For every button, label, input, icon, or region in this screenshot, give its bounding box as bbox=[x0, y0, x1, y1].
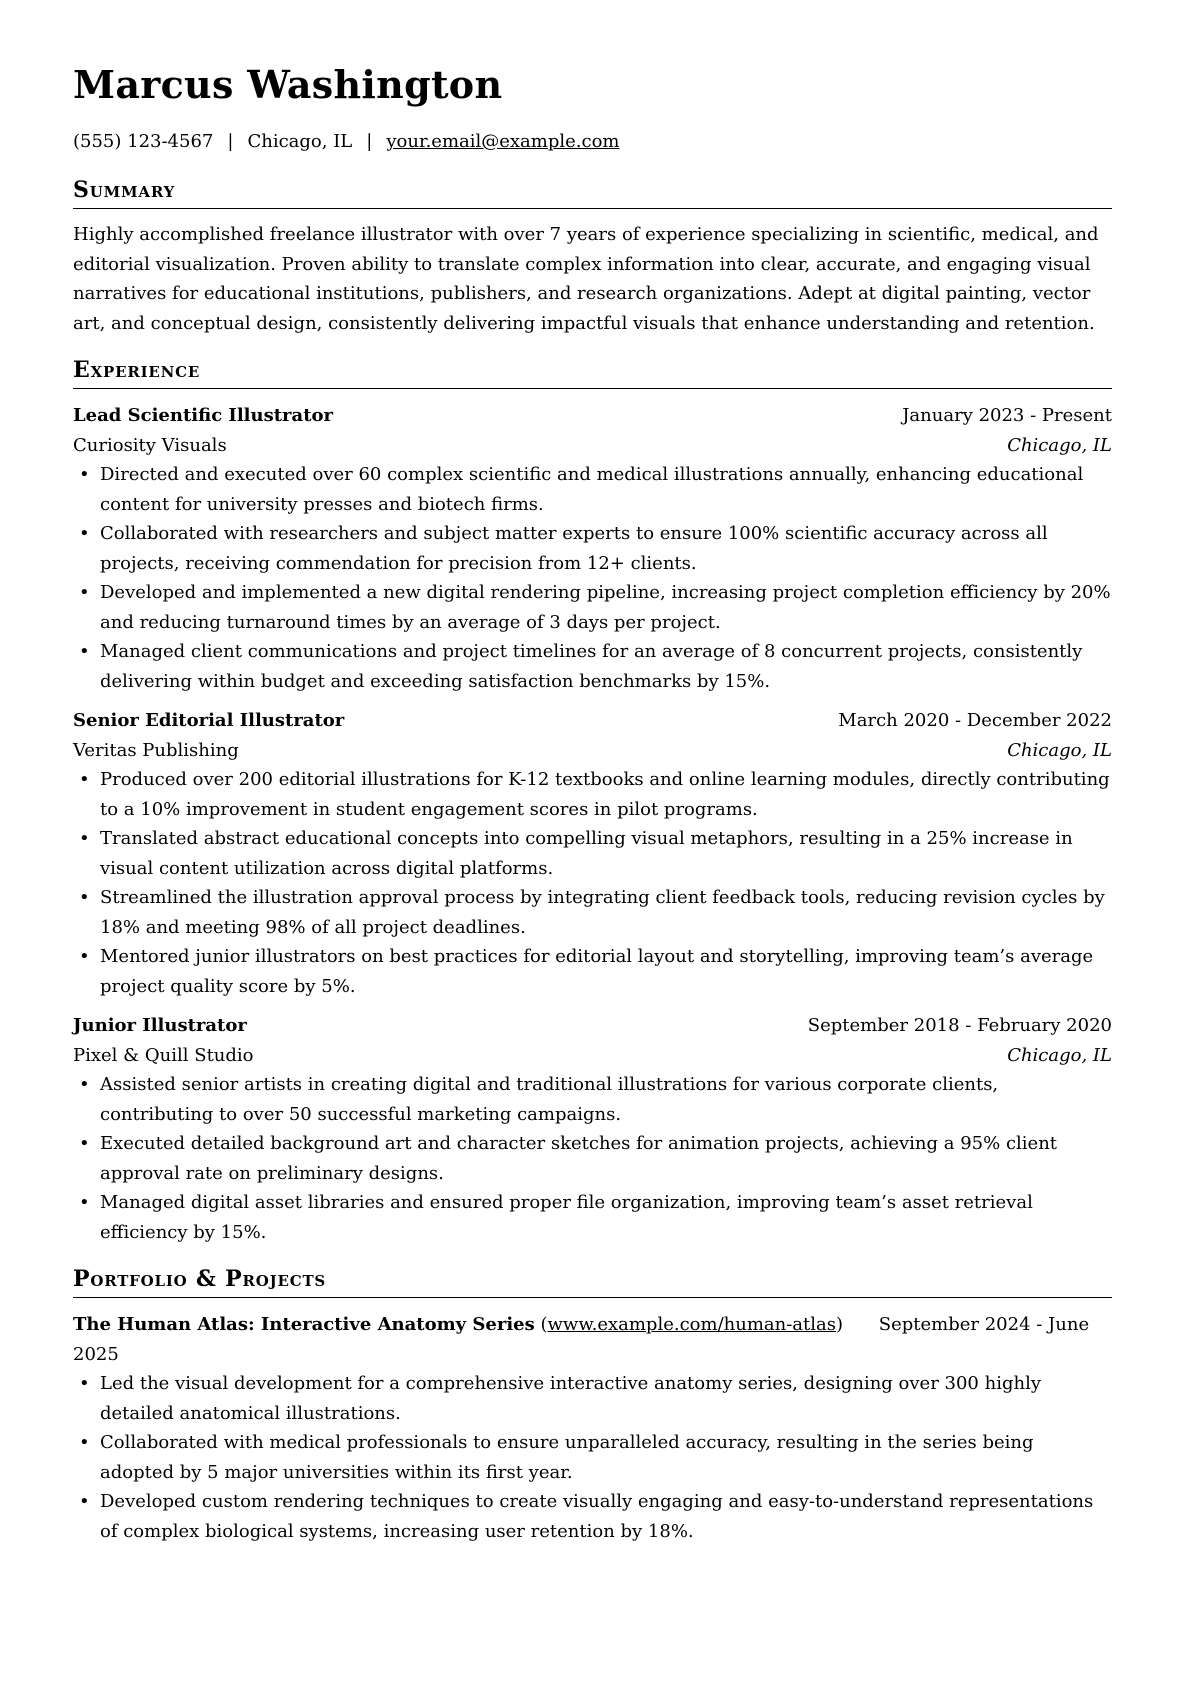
project-link[interactable]: www.example.com/human-atlas bbox=[547, 1314, 836, 1335]
bullet-item: • Developed custom rendering techniques to create visually engaging and easy-to-understand representations of complex biological systems, increasing user retention by 18%. bbox=[73, 1487, 1112, 1546]
portfolio-heading: Portfolio & Projects bbox=[73, 1265, 1112, 1298]
job-bullets bbox=[73, 1070, 1112, 1247]
job-dates: January 2023 - Present bbox=[902, 405, 1112, 426]
project-bullets bbox=[73, 1369, 1112, 1546]
bullet-item: • Streamlined the illustration approval process by integrating client feedback tools, reducing revision cycles by 18% and meeting 98% of all project deadlines. bbox=[73, 883, 1112, 942]
job-entry bbox=[73, 401, 1112, 696]
bullet-item: • Directed and executed over 60 complex scientific and medical illustrations annually, enhancing educational content for university presses and biotech firms. bbox=[73, 460, 1112, 519]
bullet-item: • Produced over 200 editorial illustrations for K-12 textbooks and online learning modules, directly contributing to a 10% improvement in student engagement scores in pilot programs. bbox=[73, 765, 1112, 824]
bullet-item: • Executed detailed background art and character sketches for animation projects, achieving a 95% client approval rate on preliminary designs. bbox=[73, 1129, 1112, 1188]
summary-text: Highly accomplished freelance illustrator with over 7 years of experience specializing in scientific, medical, and editorial visualization. Proven ability to translate complex information into clear, accurate, and engaging visual narratives for educational institutions, publishers, and research organizations. Adept at digital painting, vector art, and conceptual design, consistently delivering impactful visuals that enhance understanding and retention. bbox=[73, 224, 1099, 334]
bullet-item: • Developed and implemented a new digital rendering pipeline, increasing project completion efficiency by 20% and reducing turnaround times by an average of 3 days per project. bbox=[73, 578, 1112, 637]
email-link[interactable]: your.email@example.com bbox=[386, 131, 620, 152]
bullet-item: • Translated abstract educational concepts into compelling visual metaphors, resulting in a 25% increase in visual content utilization across digital platforms. bbox=[73, 824, 1112, 883]
job-bullets bbox=[73, 765, 1112, 1001]
job-location: Chicago, IL bbox=[1007, 1044, 1112, 1066]
job-location: Chicago, IL bbox=[1007, 739, 1112, 761]
phone-number: (555) 123-4567 bbox=[73, 131, 214, 152]
experience-heading: Experience bbox=[73, 356, 1112, 389]
job-location: Chicago, IL bbox=[1007, 434, 1112, 456]
job-title: Senior Editorial Illustrator bbox=[73, 710, 345, 731]
summary-heading: Summary bbox=[73, 176, 1112, 209]
bullet-item: • Mentored junior illustrators on best practices for editorial layout and storytelling, improving team’s average project quality score by 5%. bbox=[73, 942, 1112, 1001]
project-header bbox=[73, 1310, 1112, 1369]
job-title: Junior Illustrator bbox=[73, 1015, 247, 1036]
job-dates: March 2020 - December 2022 bbox=[838, 710, 1112, 731]
candidate-name: Marcus Washington bbox=[73, 62, 503, 107]
bullet-item: • Collaborated with medical professionals to ensure unparalleled accuracy, resulting in the series being adopted by 5 major universities within its first year. bbox=[73, 1428, 1112, 1487]
bullet-item: • Managed digital asset libraries and ensured proper file organization, improving team’s asset retrieval efficiency by 15%. bbox=[73, 1188, 1112, 1247]
location-text: Chicago, IL bbox=[247, 131, 353, 152]
contact-separator: | bbox=[227, 131, 234, 152]
company-name: Veritas Publishing bbox=[73, 739, 239, 761]
job-dates: September 2018 - February 2020 bbox=[807, 1015, 1112, 1036]
bullet-item: • Managed client communications and project timelines for an average of 8 concurrent projects, consistently delivering within budget and exceeding satisfaction benchmarks by 15%. bbox=[73, 637, 1112, 696]
summary-section bbox=[73, 176, 1112, 338]
job-entry bbox=[73, 1011, 1112, 1247]
contact-line bbox=[73, 130, 1112, 154]
contact-separator: | bbox=[366, 131, 373, 152]
bullet-item: • Collaborated with researchers and subject matter experts to ensure 100% scientific accuracy across all projects, receiving commendation for precision from 12+ clients. bbox=[73, 519, 1112, 578]
bullet-item: • Assisted senior artists in creating digital and traditional illustrations for various corporate clients, contributing to over 50 successful marketing campaigns. bbox=[73, 1070, 1112, 1129]
bullet-item: • Led the visual development for a comprehensive interactive anatomy series, designing over 300 highly detailed anatomical illustrations. bbox=[73, 1369, 1112, 1428]
link-paren-open: ( bbox=[540, 1314, 548, 1335]
job-title: Lead Scientific Illustrator bbox=[73, 405, 334, 426]
company-name: Pixel & Quill Studio bbox=[73, 1044, 254, 1066]
experience-section bbox=[73, 356, 1112, 1247]
job-entry bbox=[73, 706, 1112, 1001]
project-title: The Human Atlas: Interactive Anatomy Series bbox=[73, 1314, 535, 1335]
link-paren-close: ) bbox=[835, 1314, 844, 1335]
project-dates: September 2024 - June 2025 bbox=[73, 1314, 1090, 1365]
portfolio-section bbox=[73, 1265, 1112, 1546]
job-bullets bbox=[73, 460, 1112, 696]
company-name: Curiosity Visuals bbox=[73, 434, 227, 456]
